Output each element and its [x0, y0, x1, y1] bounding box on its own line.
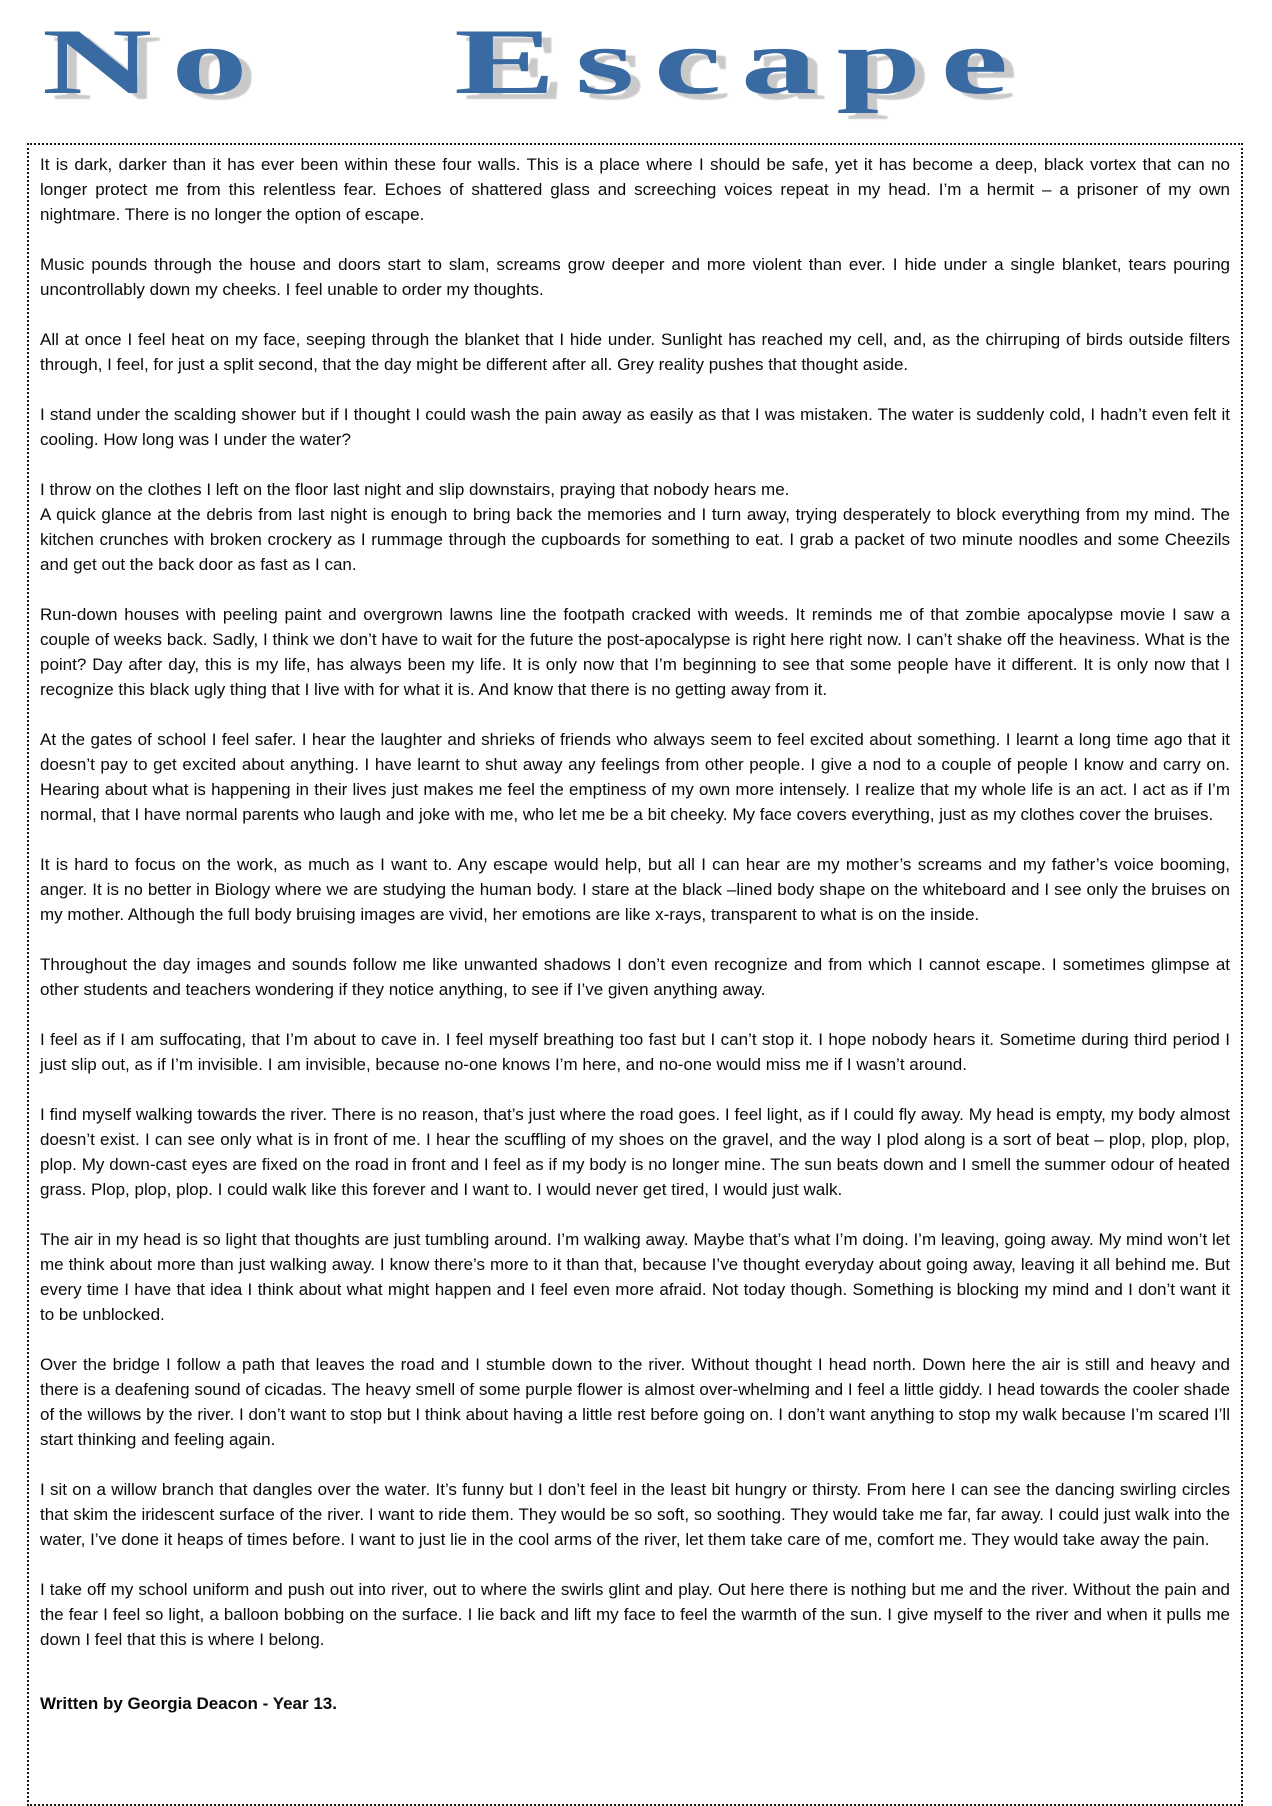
story-paragraph: I sit on a willow branch that dangles over the water. It’s funny but I don’t feel in the least bit hungry or thirsty. From here I can see the dancing swirling circles that skim the iridescent surface of the river. I want to ride them. They would be so soft, so soothing. They would take me far, far away. I could just walk into the water, I’ve done it heaps of times before. I want to just lie in the cool arms of the river, let them take care of me, comfort me. They would take away the pain.: [40, 1480, 1230, 1549]
title-row: [42, 6, 1242, 124]
story-paragraph: Over the bridge I follow a path that leaves the road and I stumble down to the river. Without thought I head north. Down here the air is still and heavy and there is a deafening sound of cicadas. The heavy smell of some purple flower is almost over-whelming and I feel a little giddy. I head towards the cooler shade of the willows by the river. I don’t want to stop but I think about having a little rest before going on. I don’t want anything to stop my walk because I’m scared I’ll start thinking and feeling again.: [40, 1355, 1230, 1449]
story-paragraph: I stand under the scalding shower but if I thought I could wash the pain away as easily as that I was mistaken. The water is suddenly cold, I hadn’t even felt it cooling. How long was I under the water?: [40, 405, 1230, 449]
attribution: Written by Georgia Deacon - Year 13.: [40, 1694, 337, 1713]
story-paragraph: It is dark, darker than it has ever been within these four walls. This is a place where I should be safe, yet it has become a deep, black vortex that can no longer protect me from this relentless fear. Echoes of shattered glass and screeching voices repeat in my head. I’m a hermit – a prisoner of my own nightmare. There is no longer the option of escape.: [40, 155, 1230, 224]
page-title: No Escape: [42, 10, 1028, 114]
story-paragraph: Music pounds through the house and doors start to slam, screams grow deeper and more violent than ever. I hide under a single blanket, tears pouring uncontrollably down my cheeks. I feel unable to order my thoughts.: [40, 255, 1230, 299]
story-body: [40, 152, 1230, 1652]
story-paragraph: At the gates of school I feel safer. I hear the laughter and shrieks of friends who always seem to feel excited about something. I learnt a long time ago that it doesn’t pay to get excited about anything. I have learnt to shut away any feelings from other people. I give a nod to a couple of people I know and carry on. Hearing about what is happening in their lives just makes me feel the emptiness of my own more intensely. I realize that my whole life is an act. I act as if I’m normal, that I have normal parents who laugh and joke with me, who let me be a bit cheeky. My face covers everything, just as my clothes cover the bruises.: [40, 730, 1230, 824]
story-paragraph: I feel as if I am suffocating, that I’m about to cave in. I feel myself breathing too fast but I can’t stop it. I hope nobody hears it. Sometime during third period I just slip out, as if I’m invisible. I am invisible, because no-one knows I’m here, and no-one would miss me if I wasn’t around.: [40, 1030, 1230, 1074]
story-paragraph: The air in my head is so light that thoughts are just tumbling around. I’m walking away. Maybe that’s what I’m doing. I’m leaving, going away. My mind won’t let me think about more than just walking away. I know there’s more to it than that, because I’ve thought everyday about going away, leaving it all behind me. But every time I have that idea I think about what might happen and I feel even more afraid. Not today though. Something is blocking my mind and I don’t want it to be unblocked.: [40, 1230, 1230, 1324]
story-paragraph: I throw on the clothes I left on the floor last night and slip downstairs, praying that nobody hears me. A quick glance at the debris from last night is enough to bring back the memories and I turn away, trying desperately to block everything from my mind. The kitchen crunches with broken crockery as I rummage through the cupboards for something to eat. I grab a packet of two minute noodles and some Cheezils and get out the back door as fast as I can.: [40, 480, 1230, 574]
story-paragraph: Run-down houses with peeling paint and overgrown lawns line the footpath cracked with weeds. It reminds me of that zombie apocalypse movie I saw a couple of weeks back. Sadly, I think we don’t have to wait for the future the post-apocalypse is right here right now. I can’t shake off the heaviness. What is the point? Day after day, this is my life, has always been my life. It is only now that I’m beginning to see that some people have it different. It is only now that I recognize this black ugly thing that I live with for what it is. And know that there is no getting away from it.: [40, 605, 1230, 699]
story-box: [27, 143, 1243, 1806]
story-paragraph: It is hard to focus on the work, as much as I want to. Any escape would help, but all I can hear are my mother’s screams and my father’s voice booming, anger. It is no better in Biology where we are studying the human body. I stare at the black –lined body shape on the whiteboard and I see only the bruises on my mother. Although the full body bruising images are vivid, her emotions are like x-rays, transparent to what is on the inside.: [40, 855, 1230, 924]
story-paragraph: I take off my school uniform and push out into river, out to where the swirls glint and play. Out here there is nothing but me and the river. Without the pain and the fear I feel so light, a balloon bobbing on the surface. I lie back and lift my face to feel the warmth of the sun. I give myself to the river and when it pulls me down I feel that this is where I belong.: [40, 1580, 1230, 1649]
story-paragraph: All at once I feel heat on my face, seeping through the blanket that I hide under. Sunlight has reached my cell, and, as the chirruping of birds outside filters through, I feel, for just a split second, that the day might be different after all. Grey reality pushes that thought aside.: [40, 330, 1230, 374]
story-paragraph: I find myself walking towards the river. There is no reason, that’s just where the road goes. I feel light, as if I could fly away. My head is empty, my body almost doesn’t exist. I can see only what is in front of me. I hear the scuffling of my shoes on the gravel, and the way I plod along is a sort of beat – plop, plop, plop, plop. My down-cast eyes are fixed on the road in front and I feel as if my body is no longer mine. The sun beats down and I smell the summer odour of heated grass. Plop, plop, plop. I could walk like this forever and I want to. I would never get tired, I would just walk.: [40, 1105, 1230, 1199]
story-paragraph: Throughout the day images and sounds follow me like unwanted shadows I don’t even recognize and from which I cannot escape. I sometimes glimpse at other students and teachers wondering if they notice anything, to see if I’ve given anything away.: [40, 955, 1230, 999]
